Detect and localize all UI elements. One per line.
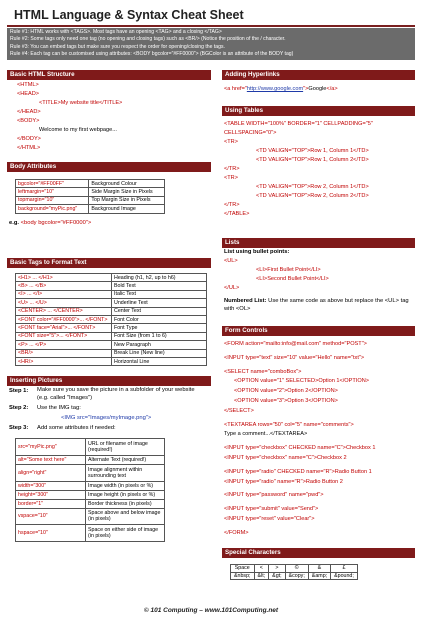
code-cell: &pound; bbox=[331, 572, 358, 580]
code-line: </UL> bbox=[224, 285, 240, 291]
table-row bbox=[16, 525, 165, 542]
code-line: </TR> bbox=[224, 166, 240, 172]
code-line: </TABLE> bbox=[224, 211, 250, 217]
desc-cell: Background Image bbox=[89, 205, 165, 213]
section-header: Adding Hyperlinks bbox=[222, 70, 415, 80]
section-header: Special Characters bbox=[222, 548, 415, 558]
desc-cell: Image width (in pixels or %) bbox=[86, 481, 165, 490]
code-line: </FORM> bbox=[224, 529, 249, 536]
desc-cell: Space on either side of image (in pixels) bbox=[86, 525, 165, 542]
code-cell: &copy; bbox=[285, 572, 308, 580]
link-url[interactable]: http://www.google.com bbox=[246, 86, 304, 92]
code-line: <HTML> bbox=[17, 82, 39, 88]
code-line: <UL> bbox=[224, 258, 238, 264]
table-row bbox=[16, 499, 165, 508]
example-label: e.g. bbox=[9, 219, 19, 226]
desc-cell: Alternate Text (required!) bbox=[86, 455, 165, 464]
attr-cell: align="right" bbox=[16, 464, 86, 481]
table-row bbox=[16, 315, 207, 323]
table-row bbox=[16, 357, 207, 365]
code-cell: &lt; bbox=[254, 572, 269, 580]
char-cell: © bbox=[285, 565, 308, 573]
desc-cell: Font Color bbox=[112, 315, 207, 323]
lists-code bbox=[222, 257, 415, 293]
step-label: Step 3: bbox=[9, 425, 29, 431]
step-label: Step 2: bbox=[9, 405, 29, 411]
desc-cell: Space above and below image (in pixels) bbox=[86, 508, 165, 525]
attr-cell: hspace="10" bbox=[16, 525, 86, 542]
code-part: "> bbox=[303, 86, 309, 92]
code-line: <BODY> bbox=[17, 118, 40, 124]
table-row bbox=[16, 196, 165, 204]
desc-cell: Top Margin Size in Pixels bbox=[89, 196, 165, 204]
table-row bbox=[16, 188, 165, 196]
attr-cell: leftmargin="10" bbox=[16, 188, 89, 196]
table-row bbox=[16, 290, 207, 298]
code-line: Welcome to my first webpage... bbox=[39, 127, 117, 133]
code-line: <INPUT type="password" name="pwd"> bbox=[224, 492, 324, 499]
step-2 bbox=[9, 404, 211, 413]
section-header: Body Attributes bbox=[7, 162, 211, 172]
section-inserting-pictures bbox=[7, 376, 211, 542]
table-row bbox=[16, 439, 165, 456]
code-cell: &nbsp; bbox=[231, 572, 255, 580]
code-line: <INPUT type="checkbox" name="C">Checkbox 2 bbox=[224, 454, 347, 461]
table-row bbox=[16, 307, 207, 315]
step-1 bbox=[9, 387, 211, 402]
code-line: <HEAD> bbox=[17, 91, 40, 97]
tables-code bbox=[222, 120, 415, 219]
attr-cell: vspace="10" bbox=[16, 508, 86, 525]
attr-cell: bgcolor="#FF00FF" bbox=[16, 180, 89, 188]
code-line: <TD VALIGN="TOP">Row 2, Column 2</TD> bbox=[256, 193, 369, 199]
table-row bbox=[16, 299, 207, 307]
table-row bbox=[16, 332, 207, 340]
desc-cell: Font Type bbox=[112, 324, 207, 332]
table-row bbox=[16, 282, 207, 290]
desc-cell: Underline Text bbox=[112, 299, 207, 307]
tag-cell: <I> ... </I> bbox=[16, 290, 112, 298]
code-line: <TR> bbox=[224, 139, 238, 145]
desc-cell: Border thickness (in pixels) bbox=[86, 499, 165, 508]
step-text: Add some attributes if needed: bbox=[37, 425, 116, 431]
attr-cell: alt="Some text here" bbox=[16, 455, 86, 464]
char-cell: £ bbox=[331, 565, 358, 573]
char-cell: > bbox=[269, 565, 285, 573]
code-line: <TD VALIGN="TOP">Row 1, Column 1</TD> bbox=[256, 148, 369, 154]
tag-cell: <FONT face="Arial">... </FONT> bbox=[16, 324, 112, 332]
section-hyperlinks bbox=[222, 70, 415, 94]
tag-cell: <HR/> bbox=[16, 357, 112, 365]
table-row bbox=[16, 508, 165, 525]
table-row bbox=[16, 490, 165, 499]
step-label: Step 1: bbox=[9, 388, 29, 394]
desc-cell: Image alignment within surrounding text bbox=[86, 464, 165, 481]
example-code: <body bgcolor="#FF0000"> bbox=[20, 219, 92, 226]
table-row bbox=[16, 180, 165, 188]
section-header: Lists bbox=[222, 238, 415, 248]
hyperlink-code bbox=[222, 85, 415, 94]
table-row bbox=[16, 349, 207, 357]
section-header: Using Tables bbox=[222, 106, 415, 116]
table-row bbox=[16, 464, 165, 481]
special-characters-table bbox=[230, 564, 358, 580]
desc-cell: Center Text bbox=[112, 307, 207, 315]
link-text: Google bbox=[308, 86, 327, 92]
section-header: Inserting Pictures bbox=[7, 376, 211, 386]
code-line: CELLSPACING="0"> bbox=[224, 130, 277, 136]
desc-cell: Image height (in pixels or %) bbox=[86, 490, 165, 499]
section-special-characters bbox=[222, 548, 415, 580]
code-line: <INPUT type="text" size="10" value="Hello" name="txt"> bbox=[224, 354, 365, 361]
code-cell: &gt; bbox=[269, 572, 285, 580]
desc-cell: Horizontal Line bbox=[112, 357, 207, 365]
desc-cell: Italic Text bbox=[112, 290, 207, 298]
code-line: Type a comment...</TEXTAREA> bbox=[224, 431, 308, 438]
code-line: <INPUT type="reset" value="Clear"> bbox=[224, 515, 315, 522]
attr-cell: border="1" bbox=[16, 499, 86, 508]
section-header: Basic Tags to Format Text bbox=[7, 258, 211, 268]
code-line: <TD VALIGN="TOP">Row 2, Column 1</TD> bbox=[256, 184, 369, 190]
attr-cell: width="300" bbox=[16, 481, 86, 490]
code-line: <INPUT type="radio" name="R">Radio Button 2 bbox=[224, 478, 343, 485]
tag-cell: <CENTER> ... </CENTER> bbox=[16, 307, 112, 315]
section-format-tags bbox=[7, 258, 211, 366]
title-divider bbox=[7, 25, 415, 27]
tag-cell: <BR/> bbox=[16, 349, 112, 357]
tag-cell: <FONT color="#FF0000">... </FONT> bbox=[16, 315, 112, 323]
code-line: <OPTION value="1" SELECTED>Option 1</OPTION> bbox=[234, 378, 370, 385]
desc-cell: New Paragraph bbox=[112, 341, 207, 349]
code-line: <LI>First Bullet Point</LI> bbox=[256, 267, 321, 273]
section-tables bbox=[222, 106, 415, 219]
bullet-list-label: List using bullet points: bbox=[224, 249, 290, 255]
desc-cell: URL or filename of image (required!) bbox=[86, 439, 165, 456]
code-line: <TD VALIGN="TOP">Row 1, Column 2</TD> bbox=[256, 157, 369, 163]
code-part: </a> bbox=[326, 86, 338, 92]
section-header: Form Controls bbox=[222, 326, 415, 336]
step-text: Make sure you save the picture in a subfolder of your website (e.g. called "Images") bbox=[37, 387, 195, 401]
form-code bbox=[222, 340, 415, 539]
body-attributes-table bbox=[15, 179, 165, 214]
tag-cell: <U> ... </U> bbox=[16, 299, 112, 307]
rules-box bbox=[7, 28, 415, 60]
code-line: <SELECT name="comboBox"> bbox=[224, 368, 302, 375]
table-row bbox=[16, 324, 207, 332]
char-cell: < bbox=[254, 565, 269, 573]
body-example bbox=[9, 219, 211, 228]
desc-cell: Break Line (New line) bbox=[112, 349, 207, 357]
code-line: <INPUT type="radio" CHECKED name="R">Radio Button 1 bbox=[224, 468, 372, 475]
table-row bbox=[231, 572, 358, 580]
tag-cell: <H1> ... </H1> bbox=[16, 274, 112, 282]
attr-cell: topmargin="10" bbox=[16, 196, 89, 204]
attr-cell: height="300" bbox=[16, 490, 86, 499]
table-row bbox=[16, 274, 207, 282]
code-cell: &amp; bbox=[308, 572, 330, 580]
table-row bbox=[16, 455, 165, 464]
attr-cell: background="myPic.png" bbox=[16, 205, 89, 213]
desc-cell: Font Size (from 1 to 6) bbox=[112, 332, 207, 340]
code-line: </HEAD> bbox=[17, 109, 41, 115]
code-line: <TABLE WIDTH="100%" BORDER="1" CELLPADDING="5" bbox=[224, 121, 373, 127]
image-attributes-table bbox=[15, 438, 165, 542]
code-line: <LI>Second Bullet Point</LI> bbox=[256, 276, 329, 282]
code-line: </BODY> bbox=[17, 136, 41, 142]
step-text: Use the IMG tag: bbox=[37, 405, 81, 411]
code-line: <OPTION value="3">Option 3</OPTION> bbox=[234, 397, 338, 404]
code-line: <TITLE>My website title</TITLE> bbox=[39, 100, 123, 106]
section-basic-structure bbox=[7, 70, 211, 153]
rule-3: Rule #3: You can embed tags but make sure you respect the order for opening/closing the tags. bbox=[10, 43, 225, 50]
section-lists bbox=[222, 238, 415, 313]
table-row bbox=[231, 565, 358, 573]
table-row bbox=[16, 205, 165, 213]
code-line: <FORM action="mailto:info@mail.com" method="POST"> bbox=[224, 341, 367, 347]
section-body-attributes bbox=[7, 162, 211, 228]
code-line: <TR> bbox=[224, 175, 238, 181]
char-cell: Space bbox=[231, 565, 255, 573]
table-row bbox=[16, 481, 165, 490]
desc-cell: Background Colour bbox=[89, 180, 165, 188]
desc-cell: Side Margin Size in Pixels bbox=[89, 188, 165, 196]
tag-cell: <FONT size="5">... </FONT> bbox=[16, 332, 112, 340]
code-line: <OPTION value="2">Option 2</OPTION> bbox=[234, 388, 338, 395]
numbered-text: Use the same code as above but replace the <UL> tag with <OL> bbox=[224, 298, 409, 312]
numbered-label: Numbered List: bbox=[224, 298, 267, 304]
tag-cell: <P> ... </P> bbox=[16, 341, 112, 349]
desc-cell: Bold Text bbox=[112, 282, 207, 290]
footer: © 101 Computing – www.101Computing.net bbox=[143, 607, 279, 614]
code-part: <a href=" bbox=[224, 86, 247, 92]
img-code: <IMG src="Images/myImage.png"> bbox=[61, 415, 152, 421]
step-3 bbox=[9, 424, 211, 433]
basic-code bbox=[7, 80, 211, 153]
code-line: </HTML> bbox=[17, 145, 41, 151]
section-form-controls bbox=[222, 326, 415, 539]
code-line: </SELECT> bbox=[224, 407, 254, 414]
desc-cell: Heading (h1, h2, up to h6) bbox=[112, 274, 207, 282]
numbered-list-note bbox=[222, 297, 415, 313]
code-line: </TR> bbox=[224, 202, 240, 208]
table-row bbox=[16, 341, 207, 349]
section-header: Basic HTML Structure bbox=[7, 70, 211, 80]
page-title: HTML Language & Syntax Cheat Sheet bbox=[14, 8, 244, 22]
format-tags-table bbox=[15, 273, 207, 366]
tag-cell: <B> ... </B> bbox=[16, 282, 112, 290]
code-line: <TEXTAREA rows="50" col="5" name="comments"> bbox=[224, 421, 354, 428]
attr-cell: src="myPic.png" bbox=[16, 439, 86, 456]
rule-2: Rule #2: Some tags only need one tag (no opening and closing tags) such as <BR/> (Notice the position of the / character. bbox=[10, 36, 286, 43]
code-line: <INPUT type="checkbox" CHECKED name="C">Checkbox 1 bbox=[224, 445, 376, 452]
code-line: <INPUT type="submit" value="Send"> bbox=[224, 506, 319, 513]
rule-1: Rule #1: HTML works with <TAGS>. Most tags have an opening <TAG> and a closing </TAG> bbox=[10, 29, 222, 35]
char-cell: & bbox=[308, 565, 330, 573]
rule-4: Rule #4: Each tag can be customised using attributes: <BODY bgcolor="#FF0000"> (BGColor is an attribute of the BODY tag) bbox=[10, 51, 294, 58]
picture-steps bbox=[7, 386, 211, 433]
